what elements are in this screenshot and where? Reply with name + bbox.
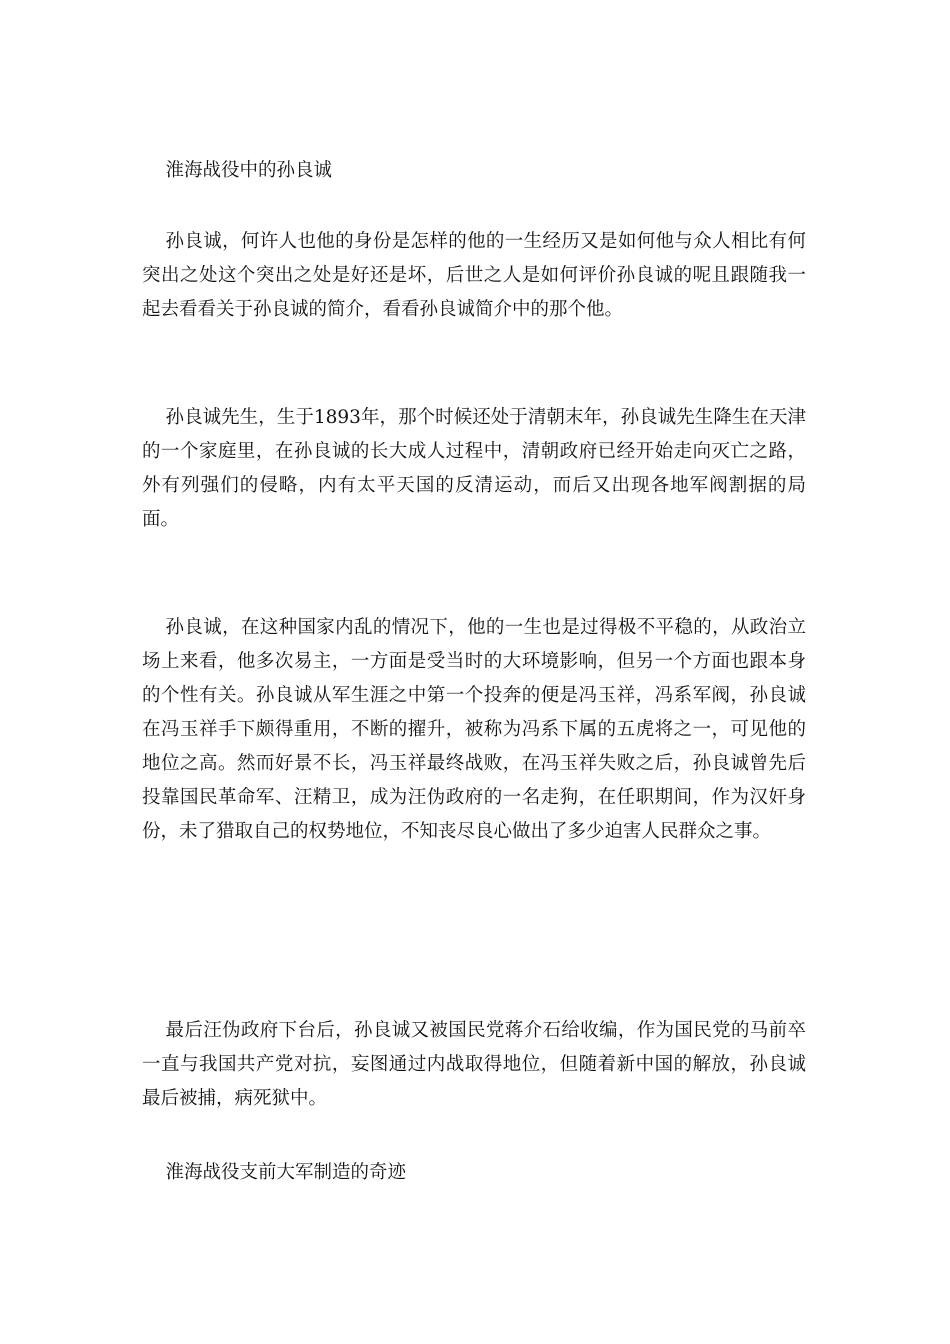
paragraph: 孙良诚，何许人也他的身份是怎样的他的一生经历又是如何他与众人相比有何突出之处这个突出之处是好还是坏，后世之人是如何评价孙良诚的呢且跟随我一起去看看关于孙良诚的简介，看看孙良诚简介中的那个他。 [142,231,806,320]
section-heading: 淮海战役中的孙良诚 [165,160,333,181]
section-heading: 淮海战役支前大军制造的奇迹 [165,1162,407,1183]
paragraph: 孙良诚，在这种国家内乱的情况下，他的一生也是过得极不平稳的，从政治立场上来看，他多次易主，一方面是受当时的大环境影响，但另一个方面也跟本身的个性有关。孙良诚从军生涯之中第一个投奔的便是冯玉祥，冯系军阀，孙良诚在冯玉祥手下颇得重用，不断的擢升，被称为冯系下属的五虎将之一，可见他的地位之高。然而好景不长，冯玉祥最终战败，在冯玉祥失败之后，孙良诚曾先后投靠国民革命军、汪精卫，成为汪伪政府的一名走狗，在任职期间，作为汉奸身份，未了猎取自己的权势地位，不知丧尽良心做出了多少迫害人民群众之事。 [142,617,806,842]
paragraph: 孙良诚先生，生于1893年，那个时候还处于清朝末年，孙良诚先生降生在天津的一个家庭里，在孙良诚的长大成人过程中，清朝政府已经开始走向灭亡之路，外有列强们的侵略，内有太平天国的反清运动，而后又出现各地军阀割据的局面。 [142,407,806,530]
paragraph: 最后汪伪政府下台后，孙良诚又被国民党蒋介石给收编，作为国民党的马前卒一直与我国共产党对抗，妄图通过内战取得地位，但随着新中国的解放，孙良诚最后被捕，病死狱中。 [142,1020,806,1109]
